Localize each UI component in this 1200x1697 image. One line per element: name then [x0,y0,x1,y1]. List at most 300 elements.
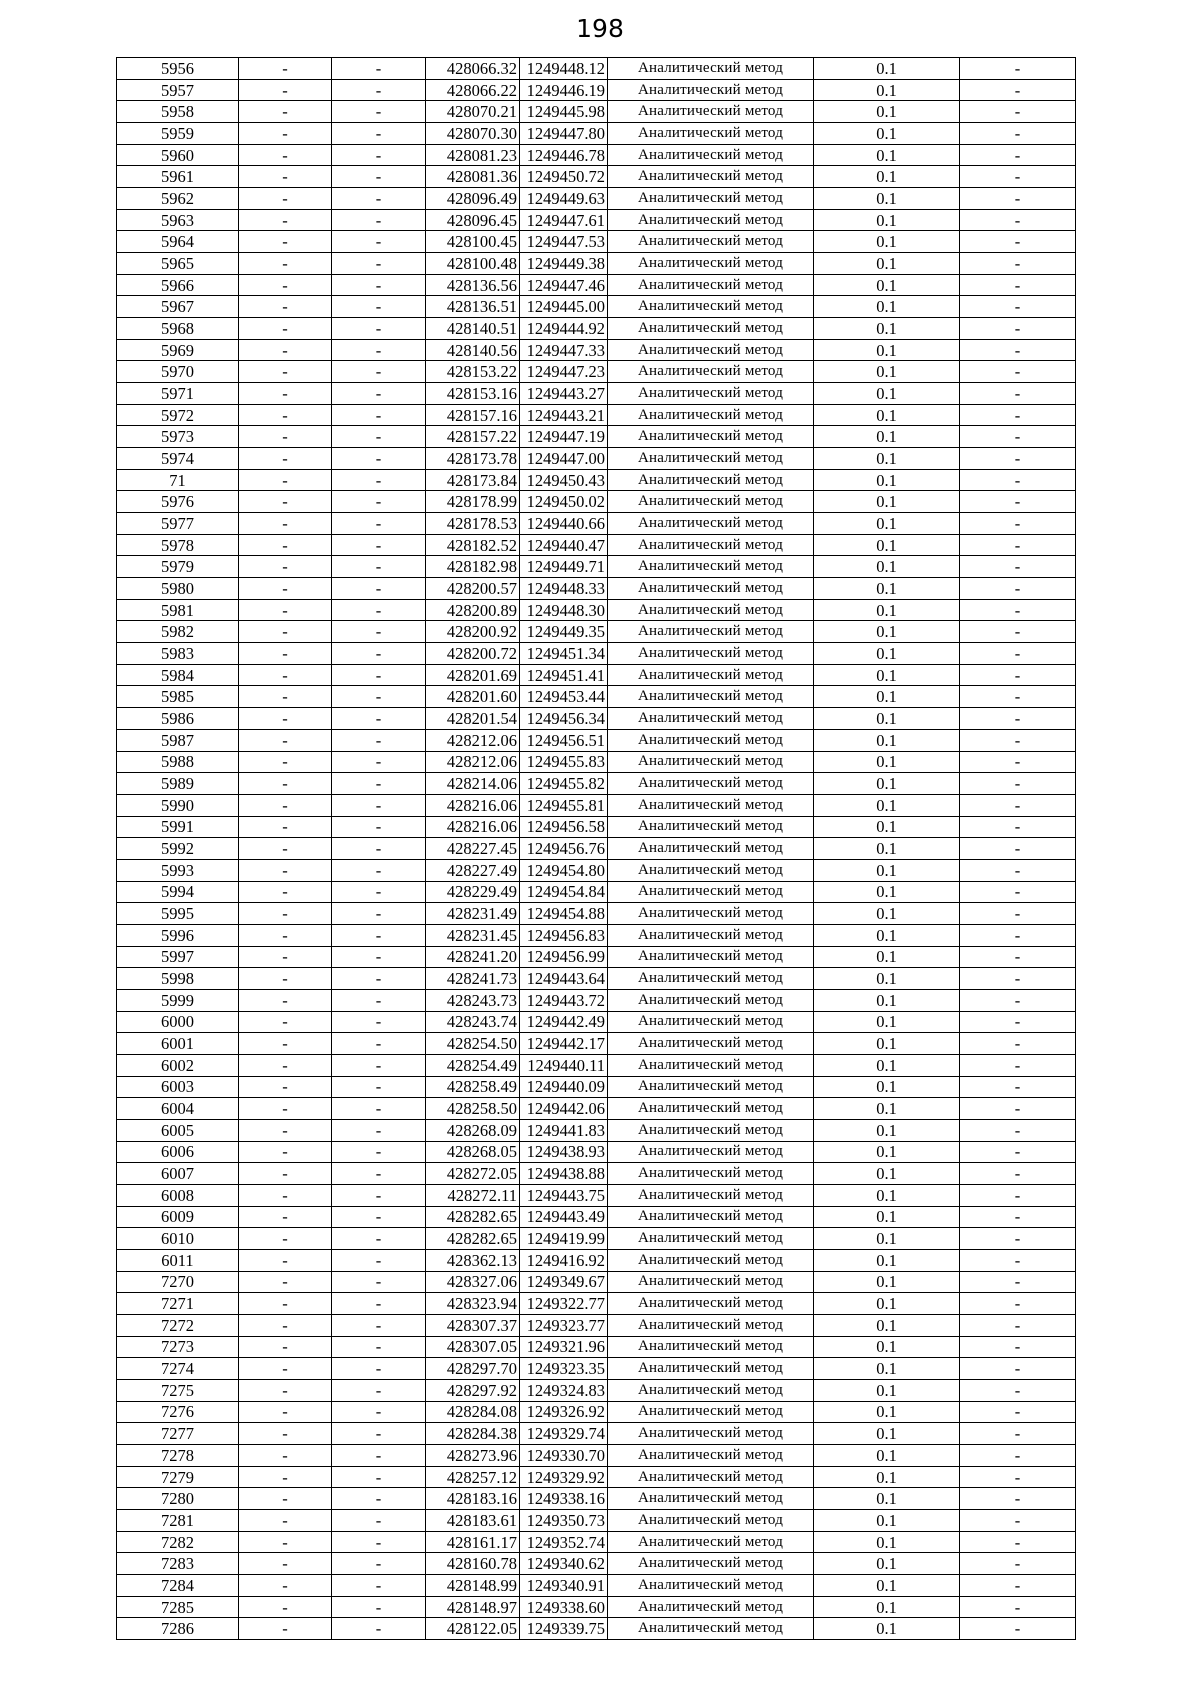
table-row [117,318,1076,340]
dash-cell: - [332,1249,426,1271]
x-coordinate-cell: 428157.16 [426,404,520,426]
point-number-cell: 7284 [117,1575,239,1597]
dash-cell: - [332,1596,426,1618]
accuracy-cell: 0.1 [814,1271,960,1293]
method-cell: Аналитический метод [608,231,814,253]
accuracy-cell: 0.1 [814,1163,960,1185]
y-coordinate-cell: 1249323.35 [520,1358,608,1380]
table-row [117,123,1076,145]
x-coordinate-cell: 428182.98 [426,556,520,578]
y-coordinate-cell: 1249440.09 [520,1076,608,1098]
method-cell: Аналитический метод [608,729,814,751]
table-row [117,404,1076,426]
dash-cell: - [960,1141,1076,1163]
dash-cell: - [332,1054,426,1076]
dash-cell: - [960,903,1076,925]
method-cell: Аналитический метод [608,144,814,166]
point-number-cell: 7285 [117,1596,239,1618]
x-coordinate-cell: 428327.06 [426,1271,520,1293]
method-cell: Аналитический метод [608,404,814,426]
x-coordinate-cell: 428284.08 [426,1401,520,1423]
dash-cell: - [332,708,426,730]
dash-cell: - [960,1401,1076,1423]
y-coordinate-cell: 1249450.72 [520,166,608,188]
method-cell: Аналитический метод [608,599,814,621]
x-coordinate-cell: 428268.09 [426,1119,520,1141]
method-cell: Аналитический метод [608,1249,814,1271]
accuracy-cell: 0.1 [814,1206,960,1228]
table-row [117,1488,1076,1510]
x-coordinate-cell: 428257.12 [426,1466,520,1488]
y-coordinate-cell: 1249350.73 [520,1510,608,1532]
dash-cell: - [239,1098,332,1120]
dash-cell: - [239,1423,332,1445]
table-row [117,643,1076,665]
dash-cell: - [332,989,426,1011]
dash-cell: - [332,881,426,903]
method-cell: Аналитический метод [608,578,814,600]
accuracy-cell: 0.1 [814,794,960,816]
method-cell: Аналитический метод [608,274,814,296]
y-coordinate-cell: 1249443.75 [520,1184,608,1206]
dash-cell: - [332,383,426,405]
y-coordinate-cell: 1249447.61 [520,209,608,231]
method-cell: Аналитический метод [608,1141,814,1163]
point-number-cell: 5959 [117,123,239,145]
table-row [117,166,1076,188]
accuracy-cell: 0.1 [814,448,960,470]
dash-cell: - [960,989,1076,1011]
dash-cell: - [239,1206,332,1228]
dash-cell: - [239,296,332,318]
method-cell: Аналитический метод [608,1445,814,1467]
method-cell: Аналитический метод [608,773,814,795]
method-cell: Аналитический метод [608,686,814,708]
dash-cell: - [239,318,332,340]
accuracy-cell: 0.1 [814,79,960,101]
dash-cell: - [332,1141,426,1163]
x-coordinate-cell: 428201.69 [426,664,520,686]
dash-cell: - [960,1271,1076,1293]
table-row [117,491,1076,513]
x-coordinate-cell: 428229.49 [426,881,520,903]
method-cell: Аналитический метод [608,1314,814,1336]
dash-cell: - [960,144,1076,166]
point-number-cell: 6008 [117,1184,239,1206]
table-row [117,1033,1076,1055]
y-coordinate-cell: 1249456.34 [520,708,608,730]
dash-cell: - [239,1184,332,1206]
dash-cell: - [960,339,1076,361]
table-row [117,1249,1076,1271]
dash-cell: - [960,1184,1076,1206]
accuracy-cell: 0.1 [814,1423,960,1445]
method-cell: Аналитический метод [608,968,814,990]
method-cell: Аналитический метод [608,751,814,773]
point-number-cell: 5967 [117,296,239,318]
dash-cell: - [960,1553,1076,1575]
accuracy-cell: 0.1 [814,296,960,318]
table-row [117,903,1076,925]
dash-cell: - [960,794,1076,816]
method-cell: Аналитический метод [608,1596,814,1618]
method-cell: Аналитический метод [608,383,814,405]
accuracy-cell: 0.1 [814,1336,960,1358]
x-coordinate-cell: 428214.06 [426,773,520,795]
method-cell: Аналитический метод [608,1163,814,1185]
dash-cell: - [960,1618,1076,1640]
y-coordinate-cell: 1249416.92 [520,1249,608,1271]
point-number-cell: 5961 [117,166,239,188]
accuracy-cell: 0.1 [814,1119,960,1141]
x-coordinate-cell: 428100.48 [426,253,520,275]
dash-cell: - [239,1358,332,1380]
y-coordinate-cell: 1249445.98 [520,101,608,123]
x-coordinate-cell: 428307.37 [426,1314,520,1336]
x-coordinate-cell: 428201.54 [426,708,520,730]
accuracy-cell: 0.1 [814,881,960,903]
point-number-cell: 6006 [117,1141,239,1163]
dash-cell: - [332,1488,426,1510]
table-row [117,664,1076,686]
table-row [117,231,1076,253]
accuracy-cell: 0.1 [814,1596,960,1618]
dash-cell: - [332,296,426,318]
method-cell: Аналитический метод [608,1076,814,1098]
dash-cell: - [239,1249,332,1271]
y-coordinate-cell: 1249442.17 [520,1033,608,1055]
dash-cell: - [960,643,1076,665]
dash-cell: - [239,58,332,80]
x-coordinate-cell: 428066.32 [426,58,520,80]
dash-cell: - [239,751,332,773]
point-number-cell: 5994 [117,881,239,903]
accuracy-cell: 0.1 [814,1379,960,1401]
table-row [117,1596,1076,1618]
accuracy-cell: 0.1 [814,643,960,665]
dash-cell: - [960,426,1076,448]
dash-cell: - [960,1531,1076,1553]
table-row [117,556,1076,578]
accuracy-cell: 0.1 [814,664,960,686]
x-coordinate-cell: 428227.45 [426,838,520,860]
dash-cell: - [332,1531,426,1553]
point-number-cell: 5982 [117,621,239,643]
accuracy-cell: 0.1 [814,989,960,1011]
dash-cell: - [960,1206,1076,1228]
accuracy-cell: 0.1 [814,1575,960,1597]
y-coordinate-cell: 1249447.53 [520,231,608,253]
point-number-cell: 5970 [117,361,239,383]
point-number-cell: 7276 [117,1401,239,1423]
point-number-cell: 5965 [117,253,239,275]
x-coordinate-cell: 428200.89 [426,599,520,621]
y-coordinate-cell: 1249330.70 [520,1445,608,1467]
x-coordinate-cell: 428140.56 [426,339,520,361]
dash-cell: - [332,751,426,773]
dash-cell: - [239,838,332,860]
x-coordinate-cell: 428297.70 [426,1358,520,1380]
point-number-cell: 5993 [117,859,239,881]
y-coordinate-cell: 1249454.80 [520,859,608,881]
accuracy-cell: 0.1 [814,751,960,773]
dash-cell: - [239,1510,332,1532]
dash-cell: - [960,1228,1076,1250]
accuracy-cell: 0.1 [814,924,960,946]
table-row [117,924,1076,946]
dash-cell: - [332,79,426,101]
dash-cell: - [960,1596,1076,1618]
point-number-cell: 5979 [117,556,239,578]
table-row [117,1206,1076,1228]
dash-cell: - [332,1293,426,1315]
point-number-cell: 5988 [117,751,239,773]
accuracy-cell: 0.1 [814,816,960,838]
method-cell: Аналитический метод [608,534,814,556]
dash-cell: - [960,729,1076,751]
method-cell: Аналитический метод [608,296,814,318]
method-cell: Аналитический метод [608,556,814,578]
dash-cell: - [332,924,426,946]
dash-cell: - [239,708,332,730]
table-row [117,1054,1076,1076]
accuracy-cell: 0.1 [814,361,960,383]
y-coordinate-cell: 1249326.92 [520,1401,608,1423]
y-coordinate-cell: 1249456.58 [520,816,608,838]
table-row [117,838,1076,860]
y-coordinate-cell: 1249321.96 [520,1336,608,1358]
method-cell: Аналитический метод [608,1379,814,1401]
dash-cell: - [239,859,332,881]
dash-cell: - [239,339,332,361]
dash-cell: - [332,1098,426,1120]
accuracy-cell: 0.1 [814,253,960,275]
accuracy-cell: 0.1 [814,1098,960,1120]
dash-cell: - [239,231,332,253]
dash-cell: - [332,426,426,448]
point-number-cell: 5985 [117,686,239,708]
dash-cell: - [239,621,332,643]
dash-cell: - [332,253,426,275]
point-number-cell: 7281 [117,1510,239,1532]
dash-cell: - [332,318,426,340]
table-row [117,188,1076,210]
table-row [117,968,1076,990]
dash-cell: - [332,231,426,253]
dash-cell: - [239,1271,332,1293]
y-coordinate-cell: 1249340.62 [520,1553,608,1575]
y-coordinate-cell: 1249449.63 [520,188,608,210]
y-coordinate-cell: 1249340.91 [520,1575,608,1597]
method-cell: Аналитический метод [608,1336,814,1358]
method-cell: Аналитический метод [608,1033,814,1055]
point-number-cell: 5995 [117,903,239,925]
dash-cell: - [239,1314,332,1336]
table-row [117,1423,1076,1445]
dash-cell: - [332,946,426,968]
point-number-cell: 7280 [117,1488,239,1510]
dash-cell: - [239,491,332,513]
accuracy-cell: 0.1 [814,1228,960,1250]
method-cell: Аналитический метод [608,1510,814,1532]
method-cell: Аналитический метод [608,924,814,946]
point-number-cell: 7273 [117,1336,239,1358]
table-row [117,1445,1076,1467]
method-cell: Аналитический метод [608,1358,814,1380]
method-cell: Аналитический метод [608,1011,814,1033]
point-number-cell: 5990 [117,794,239,816]
coordinates-table [116,57,1076,1640]
table-row [117,448,1076,470]
method-cell: Аналитический метод [608,664,814,686]
accuracy-cell: 0.1 [814,1618,960,1640]
dash-cell: - [332,534,426,556]
x-coordinate-cell: 428282.65 [426,1206,520,1228]
x-coordinate-cell: 428201.60 [426,686,520,708]
accuracy-cell: 0.1 [814,188,960,210]
dash-cell: - [332,188,426,210]
x-coordinate-cell: 428212.06 [426,729,520,751]
y-coordinate-cell: 1249456.51 [520,729,608,751]
x-coordinate-cell: 428272.11 [426,1184,520,1206]
x-coordinate-cell: 428231.49 [426,903,520,925]
y-coordinate-cell: 1249323.77 [520,1314,608,1336]
method-cell: Аналитический метод [608,1531,814,1553]
y-coordinate-cell: 1249349.67 [520,1271,608,1293]
accuracy-cell: 0.1 [814,426,960,448]
point-number-cell: 5971 [117,383,239,405]
dash-cell: - [332,123,426,145]
y-coordinate-cell: 1249440.11 [520,1054,608,1076]
method-cell: Аналитический метод [608,209,814,231]
accuracy-cell: 0.1 [814,838,960,860]
x-coordinate-cell: 428362.13 [426,1249,520,1271]
dash-cell: - [332,1314,426,1336]
y-coordinate-cell: 1249447.23 [520,361,608,383]
dash-cell: - [332,1423,426,1445]
method-cell: Аналитический метод [608,946,814,968]
dash-cell: - [239,1336,332,1358]
accuracy-cell: 0.1 [814,1445,960,1467]
point-number-cell: 5998 [117,968,239,990]
method-cell: Аналитический метод [608,1098,814,1120]
point-number-cell: 6003 [117,1076,239,1098]
dash-cell: - [332,794,426,816]
dash-cell: - [960,1488,1076,1510]
y-coordinate-cell: 1249443.64 [520,968,608,990]
point-number-cell: 5956 [117,58,239,80]
dash-cell: - [332,469,426,491]
table-row [117,1358,1076,1380]
page-number: 198 [576,14,624,43]
y-coordinate-cell: 1249443.21 [520,404,608,426]
dash-cell: - [239,1228,332,1250]
dash-cell: - [239,881,332,903]
dash-cell: - [960,1054,1076,1076]
method-cell: Аналитический метод [608,491,814,513]
accuracy-cell: 0.1 [814,903,960,925]
point-number-cell: 5989 [117,773,239,795]
accuracy-cell: 0.1 [814,729,960,751]
accuracy-cell: 0.1 [814,1054,960,1076]
point-number-cell: 5996 [117,924,239,946]
x-coordinate-cell: 428297.92 [426,1379,520,1401]
point-number-cell: 6009 [117,1206,239,1228]
x-coordinate-cell: 428216.06 [426,794,520,816]
table-row [117,621,1076,643]
dash-cell: - [960,274,1076,296]
dash-cell: - [332,859,426,881]
dash-cell: - [239,1531,332,1553]
point-number-cell: 5983 [117,643,239,665]
x-coordinate-cell: 428081.36 [426,166,520,188]
dash-cell: - [239,1575,332,1597]
dash-cell: - [332,1271,426,1293]
x-coordinate-cell: 428243.74 [426,1011,520,1033]
x-coordinate-cell: 428096.49 [426,188,520,210]
dash-cell: - [960,838,1076,860]
dash-cell: - [960,859,1076,881]
dash-cell: - [239,253,332,275]
point-number-cell: 5968 [117,318,239,340]
table-row [117,1098,1076,1120]
point-number-cell: 7282 [117,1531,239,1553]
dash-cell: - [332,838,426,860]
dash-cell: - [960,513,1076,535]
y-coordinate-cell: 1249338.60 [520,1596,608,1618]
dash-cell: - [239,578,332,600]
point-number-cell: 5978 [117,534,239,556]
dash-cell: - [332,664,426,686]
point-number-cell: 6010 [117,1228,239,1250]
y-coordinate-cell: 1249438.88 [520,1163,608,1185]
accuracy-cell: 0.1 [814,1358,960,1380]
x-coordinate-cell: 428122.05 [426,1618,520,1640]
dash-cell: - [960,383,1076,405]
accuracy-cell: 0.1 [814,686,960,708]
dash-cell: - [960,1011,1076,1033]
dash-cell: - [332,686,426,708]
dash-cell: - [332,729,426,751]
dash-cell: - [332,1618,426,1640]
dash-cell: - [239,1054,332,1076]
accuracy-cell: 0.1 [814,1531,960,1553]
dash-cell: - [332,339,426,361]
point-number-cell: 7278 [117,1445,239,1467]
dash-cell: - [332,1163,426,1185]
accuracy-cell: 0.1 [814,166,960,188]
dash-cell: - [239,383,332,405]
table-row [117,578,1076,600]
dash-cell: - [960,1379,1076,1401]
dash-cell: - [332,101,426,123]
x-coordinate-cell: 428258.50 [426,1098,520,1120]
point-number-cell: 5966 [117,274,239,296]
point-number-cell: 7277 [117,1423,239,1445]
dash-cell: - [239,686,332,708]
dash-cell: - [239,643,332,665]
accuracy-cell: 0.1 [814,123,960,145]
dash-cell: - [239,469,332,491]
method-cell: Аналитический метод [608,58,814,80]
table-row [117,1466,1076,1488]
method-cell: Аналитический метод [608,318,814,340]
x-coordinate-cell: 428200.57 [426,578,520,600]
accuracy-cell: 0.1 [814,708,960,730]
point-number-cell: 7283 [117,1553,239,1575]
dash-cell: - [960,924,1076,946]
x-coordinate-cell: 428070.21 [426,101,520,123]
